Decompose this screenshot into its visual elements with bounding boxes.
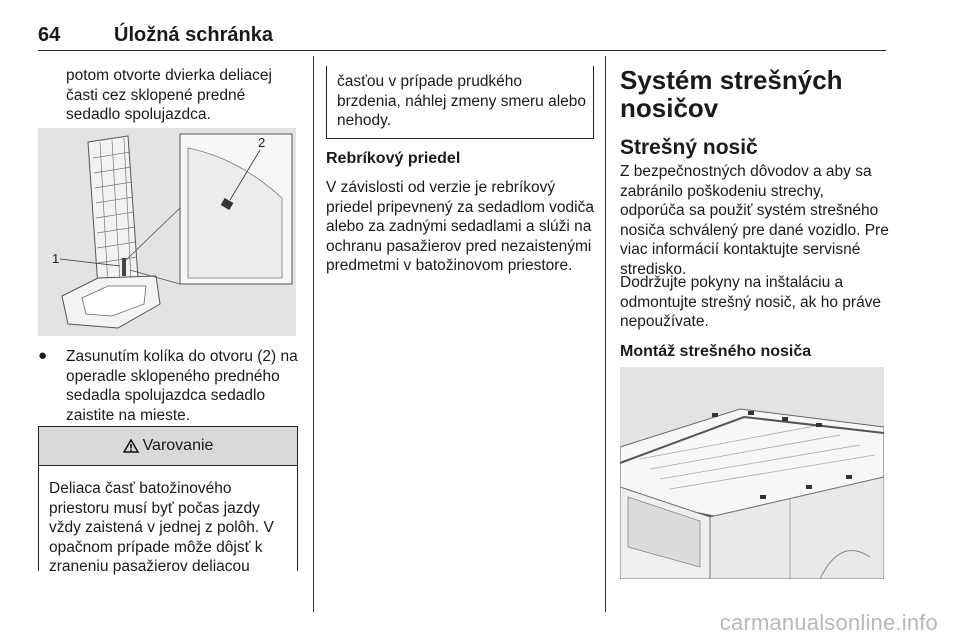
watermark: carmanualsonline.info — [719, 610, 938, 635]
warning-box — [38, 426, 298, 575]
warning-continuation-box — [326, 66, 594, 139]
warning-header — [39, 427, 297, 466]
bullet-text: Zasunutím kolíka do otvoru (2) na operadle sklopeného predného sedadla spolujazdca sedadlo zaistite na mieste. — [66, 348, 298, 424]
roof-rack-subtitle: Strešný nosič — [620, 136, 758, 159]
warning-continuation-text: časťou v prípade prudkého brzdenia, náhlej zmeny smeru alebo nehody. — [337, 73, 586, 129]
warning-title: Varovanie — [142, 437, 214, 454]
intro-text: potom otvorte dvierka deliacej časti cez sklopené predné sedadlo spolujazdca. — [66, 67, 272, 123]
bullet-symbol: ● — [38, 347, 48, 364]
car-roof-drawing — [620, 367, 884, 579]
ladder-partition-heading: Rebríkový priedel — [326, 150, 461, 167]
roof-rack-paragraph-1: Z bezpečnostných dôvodov a aby sa zabránilo poškodeniu strechy, odporúča sa použiť systém strešného nosiča schválený pre dané vozidlo. Pre viac informácií kontaktujte servisné stredisko. — [620, 163, 889, 278]
roof-rack-illustration — [620, 367, 884, 579]
column-divider-right — [605, 56, 606, 612]
page-title: Úložná schránka — [114, 24, 273, 46]
column-divider-left — [313, 56, 314, 612]
warning-triangle-icon — [123, 439, 139, 453]
section-title: Systém strešných nosičov — [620, 65, 843, 123]
partition-drawing — [38, 128, 296, 336]
roof-rack-paragraph-2: Dodržujte pokyny na inštaláciu a odmontujte strešný nosič, ak ho práve nepoužívate. — [620, 274, 882, 330]
warning-text: Deliaca časť batožinového priestoru musí byť počas jazdy vždy zaistená v jednej z polôh. V opačnom prípade môže dôjsť k zraneniu pasažierov deliacou — [49, 480, 274, 575]
roof-rack-mounting-heading: Montáž strešného nosiča — [620, 343, 812, 360]
page-header — [38, 14, 886, 51]
callout-2: 2 — [258, 135, 266, 150]
ladder-partition-text: V závislosti od verzie je rebríkový priedel pripevnený za sedadlom vodiča alebo za zadnými sedadlami a slúži na ochranu pasažierov pred nezaistenými predmetmi v batožinovom priestore. — [326, 179, 594, 274]
callout-1: 1 — [52, 251, 60, 266]
partition-illustration — [38, 128, 296, 336]
page-number: 64 — [38, 24, 61, 46]
